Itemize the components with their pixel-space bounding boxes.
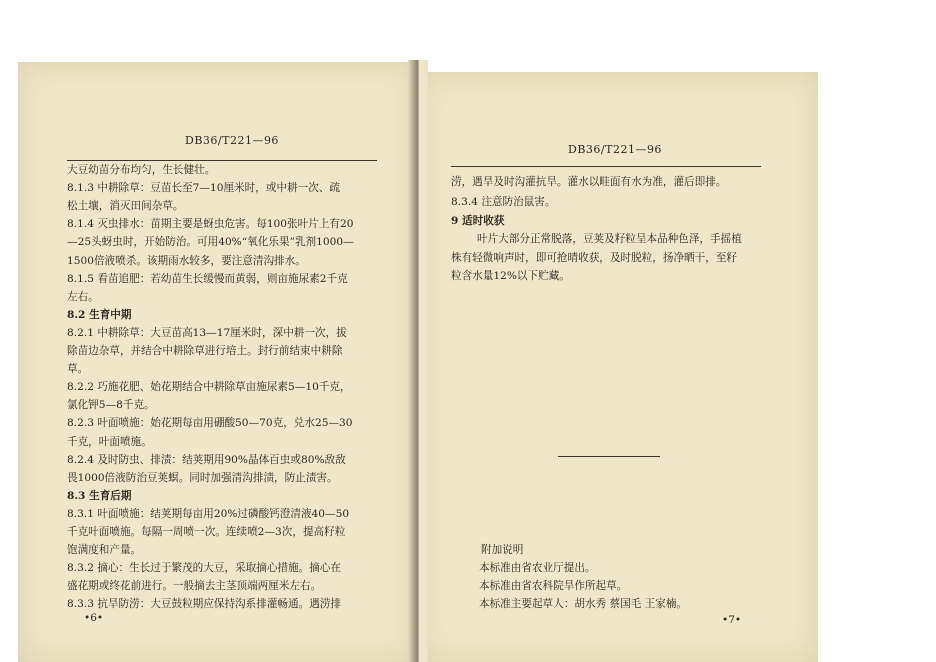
left-page-header: DB36/T221—96 — [185, 134, 279, 147]
right-text-line: 8.3.4 注意防治鼠害。 — [451, 196, 556, 208]
book-spine — [408, 60, 428, 662]
left-text-line: 千克，叶面喷施。 — [67, 436, 152, 448]
left-text-line: —25头蚜虫时，开始防治。可用40%“氧化乐果”乳剂1000— — [67, 236, 354, 248]
left-text-line: 8.1.4 灭虫排水：苗期主要是蚜虫危害。每100张叶片上有20 — [67, 218, 354, 230]
left-text-line: 左右。 — [67, 291, 99, 303]
left-text-line: 8.2.2 巧施花肥、始花期结合中耕除草亩施尿素5—10千克， — [67, 381, 351, 393]
left-text-line: 8.3.3 抗旱防涝：大豆鼓粒期应保持沟系排灌畅通。遇涝排 — [67, 598, 341, 610]
right-text-line: 株有轻微响声时，即可抢晴收获，及时脱粒，扬净晒干，至籽 — [451, 252, 738, 264]
left-text-line: 8.1.3 中耕除草：豆苗长至7—10厘米时，或中耕一次、疏 — [67, 182, 341, 194]
left-text-line: 氯化钾5—8千克。 — [67, 399, 155, 411]
left-text-line: 8.1.5 看苗追肥：若幼苗生长缓慢而黄弱，则亩施尿素2千克 — [67, 273, 348, 285]
appendix-line: 本标准由省农业厅提出。 — [479, 562, 596, 574]
left-page-number: •6• — [84, 612, 104, 624]
left-header-rule — [67, 160, 377, 161]
right-page-header: DB36/T221—96 — [568, 143, 662, 156]
end-rule — [558, 456, 660, 457]
left-text-line: 8.2.1 中耕除草：大豆苗高13—17厘米时，深中耕一次，拔 — [67, 327, 347, 339]
appendix-line: 本标准主要起草人：胡水秀 蔡国毛 王家楠。 — [479, 598, 688, 610]
left-text-line: 千克叶面喷施。每隔一周喷一次。连续喷2—3次，提高籽粒 — [67, 526, 346, 538]
right-page-number: •7• — [722, 614, 742, 626]
left-text-line: 8.3.2 摘心：生长过于繁茂的大豆，采取摘心措施。摘心在 — [67, 562, 341, 574]
left-text-line: 盛花期或终花前进行。一般摘去主茎顶端两厘米左右。 — [67, 580, 322, 592]
left-text-line: 8.2.4 及时防虫、排渍：结荚期用90%晶体百虫或80%敌敌 — [67, 454, 346, 466]
left-text-line: 8.3.1 叶面喷施：结荚期每亩用20%过磷酸钙澄清液40—50 — [67, 508, 350, 520]
left-text-line: 饱满度和产量。 — [67, 544, 142, 556]
left-text-line: 畏1000倍液防治豆荚螟。同时加强清沟排渍，防止渍害。 — [67, 472, 338, 484]
left-text-line: 8.2.3 叶面喷施：始花期每亩用硼酸50—70克，兑水25—30 — [67, 417, 353, 429]
right-text-line: 涝，遇旱及时沟灌抗旱。灌水以畦面有水为准，灌后即排。 — [451, 176, 727, 188]
left-text-line: 草。 — [67, 363, 89, 375]
left-text-line: 大豆幼苗分布均匀，生长健壮。 — [67, 164, 216, 176]
right-text-line: 粒含水量12%以下贮藏。 — [451, 270, 570, 282]
right-text-line: 叶片大部分正常脱落，豆荚及籽粒呈本品种色泽，手摇植 — [477, 233, 742, 245]
right-header-rule — [451, 166, 761, 167]
right-text-line: 9 适时收获 — [451, 215, 505, 227]
left-text-line: 松土壤，消灭田间杂草。 — [67, 200, 184, 212]
left-text-line: 1500倍液喷杀。该期雨水较多，要注意清沟排水。 — [67, 255, 306, 267]
left-text-line: 8.2 生育中期 — [67, 309, 132, 321]
appendix-title: 附加说明 — [481, 544, 524, 556]
appendix-line: 本标准由省农科院旱作所起草。 — [479, 580, 628, 592]
left-text-line: 除苗边杂草，并结合中耕除草进行培土。封行前结束中耕除 — [67, 345, 343, 357]
left-text-line: 8.3 生育后期 — [67, 490, 132, 502]
